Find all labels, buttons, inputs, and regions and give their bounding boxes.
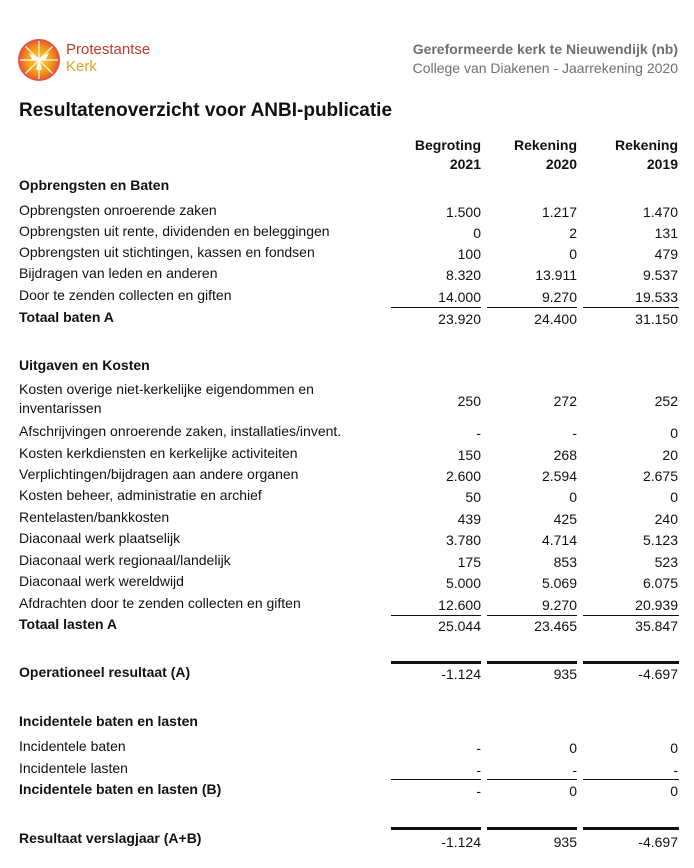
table-row: Rentelasten/bankkosten 439 425 240 <box>19 509 678 527</box>
table-row: Opbrengsten onroerende zaken 1.500 1.217 1.470 <box>19 202 678 220</box>
total-row-income: Totaal baten A 23.920 24.400 31.150 <box>19 309 678 327</box>
church-logo-icon <box>17 38 61 82</box>
section-heading-incidental: Incidentele baten en lasten <box>19 713 198 729</box>
logo-line-1: Protestantse <box>66 41 151 58</box>
table-row: Diaconaal werk plaatselijk 3.780 4.714 5.123 <box>19 530 678 548</box>
column-header-rekening-2020: Rekening 2020 <box>513 137 577 172</box>
document-subtitle: College van Diakenen - Jaarrekening 2020 <box>412 60 678 76</box>
table-row: Incidentele baten - 0 0 <box>19 738 678 756</box>
table-row: Diaconaal werk wereldwijd 5.000 5.069 6.075 <box>19 573 678 591</box>
final-result-row: Resultaat verslagjaar (A+B) -1.124 935 -4.697 <box>19 830 678 850</box>
table-row: Opbrengsten uit rente, dividenden en beleggingen 0 2 131 <box>19 223 678 241</box>
document-header <box>413 40 678 78</box>
section-heading-expenses: Uitgaven en Kosten <box>19 357 150 373</box>
table-row: Afschrijvingen onroerende zaken, installaties/invent. - - 0 <box>19 423 678 441</box>
logo-line-2: Kerk <box>66 58 97 75</box>
table-row: Incidentele lasten - - - <box>19 760 678 778</box>
column-header-begroting-2021: Begroting 2021 <box>414 137 481 172</box>
page-title: Resultatenoverzicht voor ANBI-publicatie <box>19 100 393 121</box>
total-row-incidental: Incidentele baten en lasten (B) - 0 0 <box>19 781 678 799</box>
table-row: Kosten beheer, administratie en archief 50 0 0 <box>19 487 678 505</box>
table-row: Diaconaal werk regionaal/landelijk 175 853 523 <box>19 552 678 570</box>
table-row: Kosten overige niet-kerkelijke eigendommen en inventarissen 250 272 252 <box>19 381 678 416</box>
table-row: Kosten kerkdiensten en kerkelijke activiteiten 150 268 20 <box>19 445 678 463</box>
section-heading-income: Opbrengsten en Baten <box>19 177 170 193</box>
protestantse-kerk-logo <box>17 38 150 82</box>
table-row: Door te zenden collecten en giften 14.000 9.270 19.533 <box>19 287 678 305</box>
column-header-rekening-2019: Rekening 2019 <box>614 137 678 172</box>
table-row: Opbrengsten uit stichtingen, kassen en fondsen 100 0 479 <box>19 244 678 262</box>
operational-result-row: Operationeel resultaat (A) -1.124 935 -4.697 <box>19 664 678 682</box>
table-row: Afdrachten door te zenden collecten en giften 12.600 9.270 20.939 <box>19 595 678 613</box>
table-row: Verplichtingen/bijdragen aan andere organen 2.600 2.594 2.675 <box>19 466 678 484</box>
total-row-expenses: Totaal lasten A 25.044 23.465 35.847 <box>19 616 678 634</box>
table-row: Bijdragen van leden en anderen 8.320 13.911 9.537 <box>19 265 678 283</box>
organization-name: Gereformeerde kerk te Nieuwendijk (nb) <box>412 41 678 57</box>
